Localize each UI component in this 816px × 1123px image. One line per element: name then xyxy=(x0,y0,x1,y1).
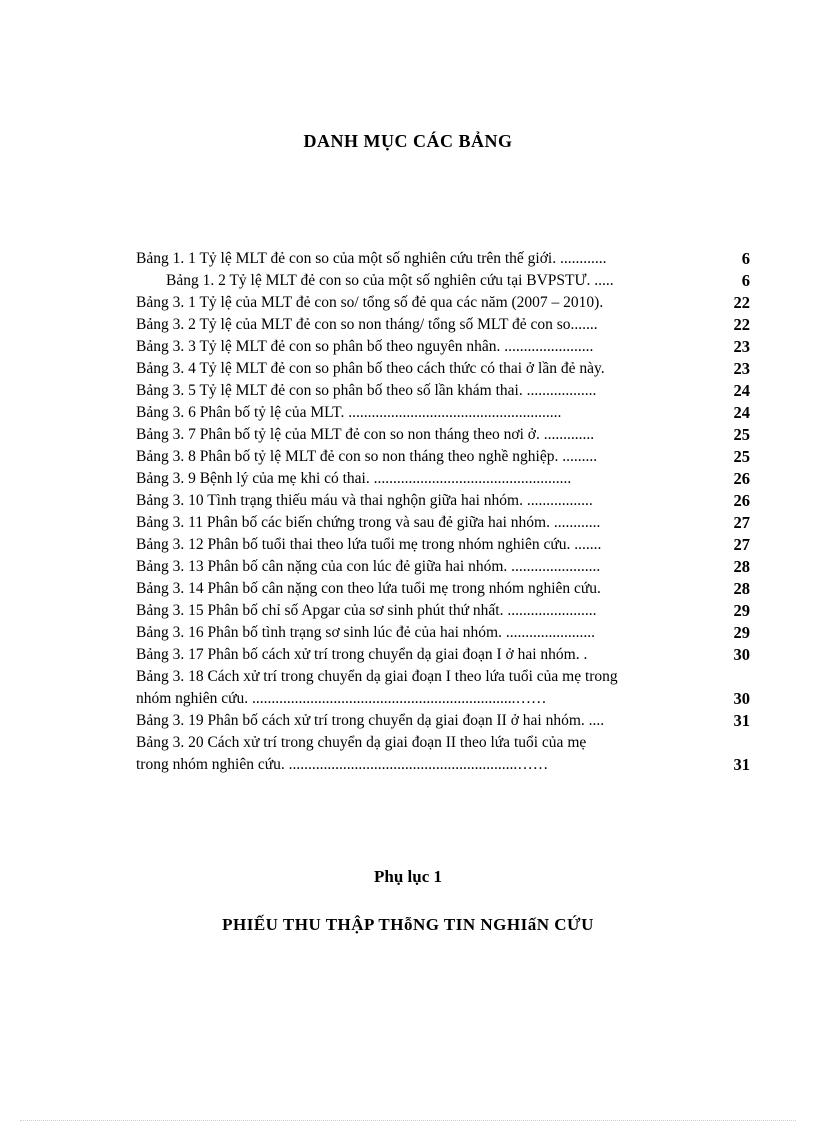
toc-entry[interactable] xyxy=(136,644,750,666)
toc-entry-label: Bảng 3. 6 Phân bố tỷ lệ của MLT. ....................................................... xyxy=(136,404,562,421)
toc-entry-label: Bảng 3. 2 Tỷ lệ của MLT đẻ con so non tháng/ tổng số MLT đẻ con so....... xyxy=(136,316,598,333)
toc-entry[interactable] xyxy=(136,600,750,622)
toc-entry-label: Bảng 3. 5 Tỷ lệ MLT đẻ con so phân bố theo số lần khám thai. .................. xyxy=(136,382,597,399)
toc-entry-page: 27 xyxy=(733,535,750,554)
toc-entry[interactable] xyxy=(136,556,750,578)
toc-entry[interactable] xyxy=(136,622,750,644)
toc-entry-label: Bảng 3. 18 Cách xử trí trong chuyển dạ giai đoạn I theo lứa tuổi của mẹ trong xyxy=(136,668,618,685)
toc-entry-label: trong nhóm nghiên cứu. ...........................................................…… xyxy=(136,756,549,773)
toc-entry-page: 23 xyxy=(733,359,750,378)
toc-entry[interactable] xyxy=(136,248,750,270)
form-title: PHIẾU THU THẬP THỗNG TIN NGHIấN CỨU xyxy=(222,915,594,934)
toc-entry-page: 27 xyxy=(733,513,750,532)
toc-entry-label: Bảng 3. 8 Phân bố tỷ lệ MLT đẻ con so non tháng theo nghề nghiệp. ......... xyxy=(136,448,598,465)
toc-entry[interactable] xyxy=(136,270,750,292)
table-of-contents xyxy=(136,248,750,776)
toc-entry-label: Bảng 1. 1 Tỷ lệ MLT đẻ con so của một số nghiên cứu trên thế giới. ............ xyxy=(136,250,607,267)
toc-entry[interactable] xyxy=(136,446,750,468)
toc-entry[interactable] xyxy=(136,490,750,512)
toc-entry-page: 31 xyxy=(733,755,750,774)
toc-entry-label: Bảng 3. 9 Bệnh lý của mẹ khi có thai. ................................................... xyxy=(136,470,572,487)
toc-entry[interactable] xyxy=(136,468,750,490)
toc-entry-continuation[interactable] xyxy=(136,754,750,776)
toc-entry-page: 31 xyxy=(733,711,750,730)
toc-entry-label: Bảng 3. 3 Tỷ lệ MLT đẻ con so phân bố theo nguyên nhân. ....................... xyxy=(136,338,594,355)
toc-entry[interactable] xyxy=(136,534,750,556)
toc-entry-page: 30 xyxy=(733,689,750,708)
toc-entry-page: 25 xyxy=(733,425,750,444)
toc-entry[interactable] xyxy=(136,292,750,314)
toc-entry-page: 23 xyxy=(733,337,750,356)
toc-entry-page: 6 xyxy=(741,249,750,268)
toc-entry-label: Bảng 3. 12 Phân bố tuổi thai theo lứa tuổi mẹ trong nhóm nghiên cứu. ....... xyxy=(136,536,602,553)
toc-entry-label: Bảng 3. 10 Tình trạng thiếu máu và thai nghộn giữa hai nhóm. ................. xyxy=(136,492,593,509)
toc-entry-page: 28 xyxy=(733,557,750,576)
toc-entry-continuation[interactable] xyxy=(136,688,750,710)
toc-entry-label: Bảng 3. 1 Tỷ lệ của MLT đẻ con so/ tổng số đẻ qua các năm (2007 – 2010). xyxy=(136,294,604,311)
toc-entry-label: Bảng 3. 14 Phân bố cân nặng con theo lứa tuổi mẹ trong nhóm nghiên cứu. xyxy=(136,580,601,597)
toc-entry-label: Bảng 1. 2 Tỷ lệ MLT đẻ con so của một số nghiên cứu tại BVPSTƯ. ..... xyxy=(166,272,614,289)
toc-entry-page: 25 xyxy=(733,447,750,466)
toc-entry-page: 22 xyxy=(733,315,750,334)
appendix-heading: Phụ lục 1 xyxy=(373,867,443,886)
toc-entry[interactable] xyxy=(136,336,750,358)
toc-entry-page: 30 xyxy=(733,645,750,664)
toc-entry[interactable] xyxy=(136,578,750,600)
toc-entry-label: Bảng 3. 4 Tỷ lệ MLT đẻ con so phân bố theo cách thức có thai ở lần đẻ này. xyxy=(136,360,605,377)
toc-entry-label: Bảng 3. 17 Phân bố cách xử trí trong chuyển dạ giai đoạn I ở hai nhóm. . xyxy=(136,646,588,663)
toc-entry[interactable] xyxy=(136,358,750,380)
toc-entry-page: 28 xyxy=(733,579,750,598)
footer-divider xyxy=(20,1120,796,1121)
toc-entry-page: 6 xyxy=(741,271,750,290)
toc-entry-label: Bảng 3. 15 Phân bố chỉ số Apgar của sơ sinh phút thứ nhất. ....................... xyxy=(136,602,597,619)
toc-entry[interactable] xyxy=(136,380,750,402)
toc-entry[interactable] xyxy=(136,424,750,446)
toc-entry-label: Bảng 3. 16 Phân bố tình trạng sơ sinh lúc đẻ của hai nhóm. ....................... xyxy=(136,624,595,641)
toc-entry[interactable] xyxy=(136,732,750,754)
toc-entry-label: Bảng 3. 7 Phân bố tỷ lệ của MLT đẻ con so non tháng theo nơi ở. ............. xyxy=(136,426,595,443)
toc-entry-page: 24 xyxy=(733,403,750,422)
toc-entry-page: 29 xyxy=(733,623,750,642)
toc-entry-label: Bảng 3. 19 Phân bố cách xử trí trong chuyển dạ giai đoạn II ở hai nhóm. .... xyxy=(136,712,605,729)
toc-entry-label: Bảng 3. 20 Cách xử trí trong chuyển dạ giai đoạn II theo lứa tuổi của mẹ xyxy=(136,734,587,751)
toc-entry-page: 24 xyxy=(733,381,750,400)
toc-entry-page: 26 xyxy=(733,469,750,488)
toc-entry[interactable] xyxy=(136,314,750,336)
page-title: DANH MỤC CÁC BẢNG xyxy=(303,131,513,151)
toc-entry-page: 29 xyxy=(733,601,750,620)
toc-entry[interactable] xyxy=(136,666,750,688)
toc-entry-label: nhóm nghiên cứu. ....................................................................…… xyxy=(136,690,547,707)
toc-entry[interactable] xyxy=(136,402,750,424)
toc-entry[interactable] xyxy=(136,710,750,732)
toc-entry[interactable] xyxy=(136,512,750,534)
toc-entry-page: 22 xyxy=(733,293,750,312)
toc-entry-label: Bảng 3. 11 Phân bố các biến chứng trong và sau đẻ giữa hai nhóm. ............ xyxy=(136,514,601,531)
toc-entry-label: Bảng 3. 13 Phân bố cân nặng của con lúc đẻ giữa hai nhóm. ....................... xyxy=(136,558,601,575)
toc-entry-page: 26 xyxy=(733,491,750,510)
